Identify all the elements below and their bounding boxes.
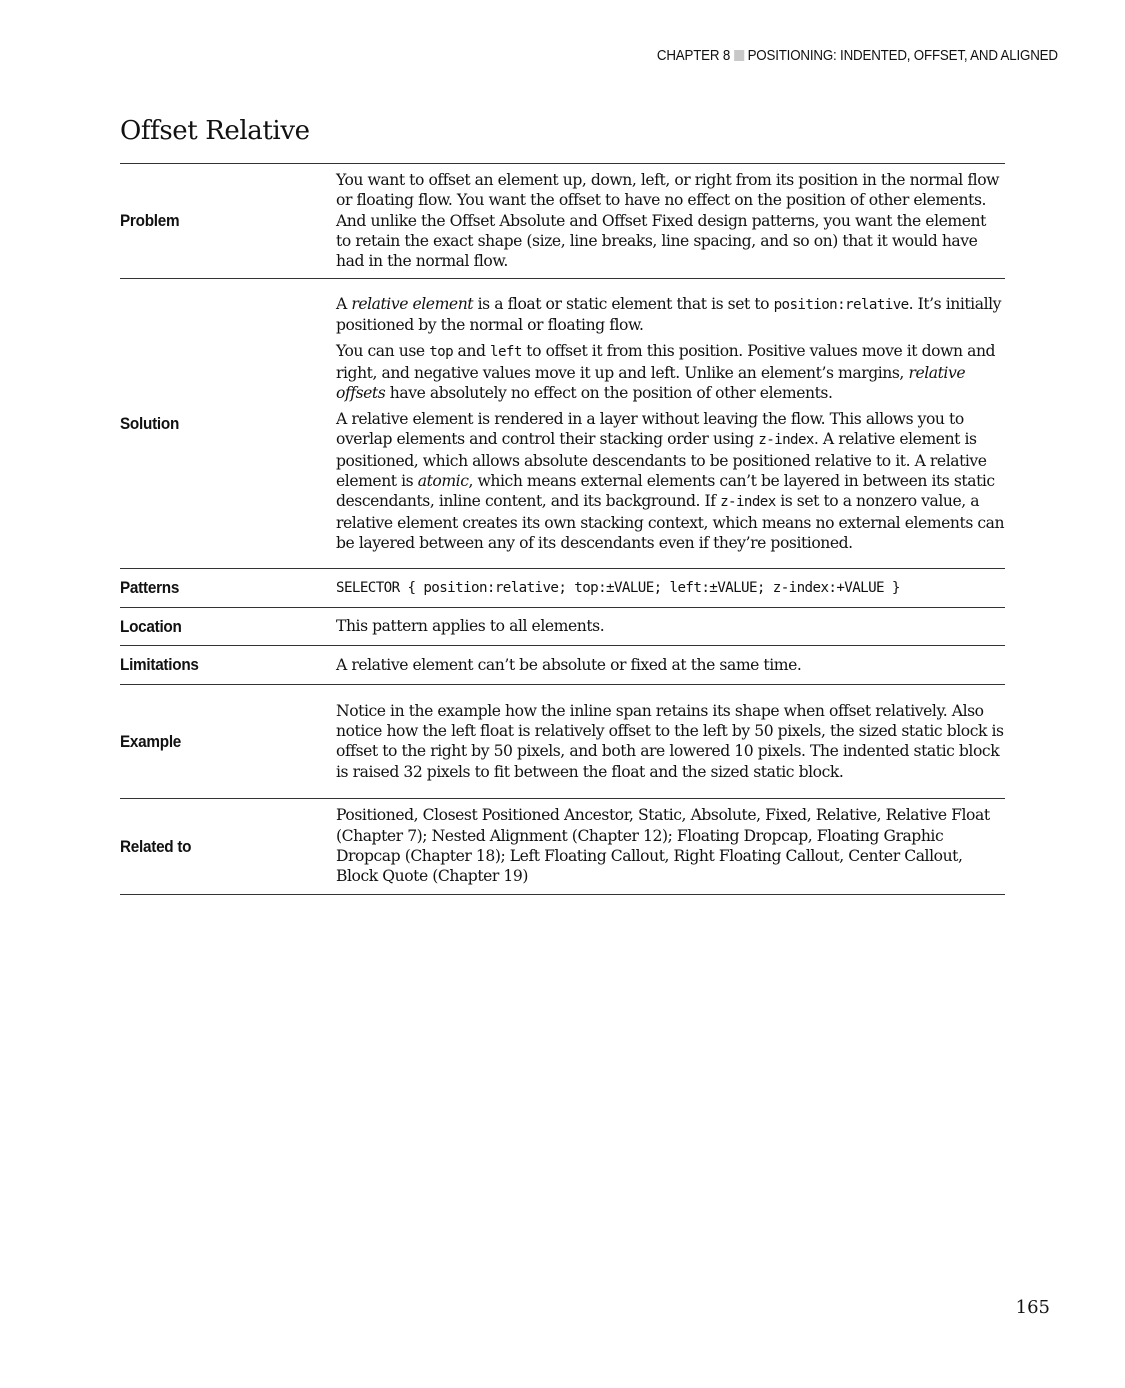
row-content [336, 279, 1005, 569]
row-content [336, 685, 1005, 799]
pattern-table [120, 163, 1005, 895]
chapter-title: POSITIONING: INDENTED, OFFSET, AND ALIGNED [747, 48, 1058, 64]
square-separator-icon [734, 50, 744, 61]
row-label: Limitations [120, 655, 199, 675]
row-label: Problem [120, 211, 180, 231]
row-label: Example [120, 731, 182, 751]
row-patterns [120, 569, 1005, 608]
row-label: Related to [120, 836, 192, 856]
chapter-label: CHAPTER 8 [657, 48, 731, 64]
inline-code: top [429, 344, 454, 361]
inline-code: z-index [758, 432, 814, 449]
inline-code: z-index [720, 494, 776, 511]
row-example [120, 685, 1005, 799]
row-content [336, 569, 1005, 608]
solution-paragraph: A relative element is a float or static element that is set to position:relative. It’s initially positioned by the normal or floating flow. [336, 294, 1002, 334]
inline-code: position:relative [773, 296, 909, 313]
row-content [336, 646, 1005, 685]
row-label: Solution [120, 413, 180, 433]
related-text: Positioned, Closest Positioned Ancestor, Static, Absolute, Fixed, Relative, Relative Float (Chapter 7); Nested Alignment (Chapter 12); Floating Dropcap, Floating Graphic Dropcap (Chapter 18); Left Floating Callout, Right Floating Callout, Center Callout, Block Quote (Chapter 19) [336, 806, 990, 886]
example-text: Notice in the example how the inline span retains its shape when offset relatively. Also notice how the left float is relatively offset to the left by 50 pixels, the sized static block is offset to the right by 50 pixels, and both are lowered 10 pixels. The indented static block is raised 32 pixels to fit between the float and the sized static block. [336, 701, 1004, 781]
section-title: Offset Relative [120, 116, 310, 146]
solution-paragraph: You can use top and left to offset it from this position. Positive values move it down and right, and negative values move it up and left. Unlike an element’s margins, relative offsets have absolutely no effect on the position of other elements. [336, 342, 996, 402]
row-related [120, 799, 1005, 894]
row-label: Location [120, 616, 182, 636]
row-content [336, 799, 1005, 894]
row-content [336, 164, 1005, 279]
inline-code: left [490, 344, 522, 361]
pattern-code: SELECTOR { position:relative; top:±VALUE; left:±VALUE; z-index:+VALUE } [336, 579, 900, 596]
row-problem [120, 164, 1005, 279]
solution-paragraph: A relative element is rendered in a layer without leaving the flow. This allows you to overlap elements and control their stacking order using z-index. A relative element is positioned, which allows absolute descendants to be positioned relative to it. A relative element is atomic, which means external elements can’t be layered in between its static descendants, inline content, and its background. If z-index is set to a nonzero value, a relative element creates its own stacking context, which means no external elements can be layered between any of its descendants even if they’re positioned. [336, 410, 1005, 552]
running-header [657, 48, 1058, 64]
emphasis: relative element [351, 294, 474, 313]
location-text: This pattern applies to all elements. [336, 617, 605, 636]
page-number: 165 [1015, 1297, 1050, 1318]
problem-text: You want to offset an element up, down, left, or right from its position in the normal flow or floating flow. You want the offset to have no effect on the position of other elements. And unlike the Offset Absolute and Offset Fixed design patterns, you want the element to retain the exact shape (size, line breaks, line spacing, and so on) that it would have had in the normal flow. [336, 171, 1000, 271]
row-location [120, 608, 1005, 646]
row-label: Patterns [120, 578, 180, 598]
emphasis: relative offsets [336, 363, 966, 402]
limitations-text: A relative element can’t be absolute or fixed at the same time. [336, 655, 802, 674]
row-limitations [120, 646, 1005, 685]
emphasis: atomic [417, 472, 469, 491]
row-content [336, 608, 1005, 646]
row-solution [120, 279, 1005, 569]
